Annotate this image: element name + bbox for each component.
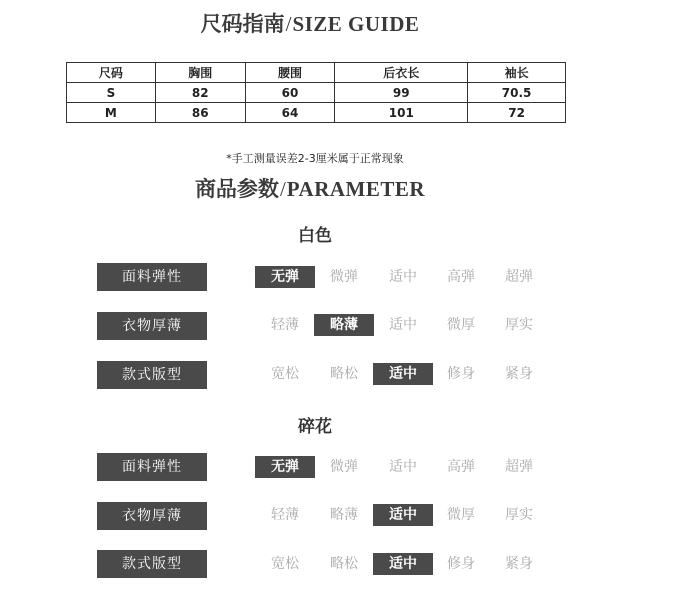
cell-back-length: 99 (335, 83, 468, 103)
option-item[interactable]: 适中 (389, 269, 417, 285)
option-item[interactable]: 略松 (330, 366, 358, 382)
option-item[interactable]: 适中 (389, 459, 417, 475)
option-item[interactable]: 修身 (447, 366, 475, 382)
size-table-header-row (67, 63, 566, 83)
parameter-title-en: PARAMETER (286, 177, 426, 201)
option-item-selected[interactable]: 无弹 (255, 456, 315, 478)
header-sleeve-length: 袖长 (468, 63, 566, 83)
header-waist: 腰围 (245, 63, 335, 83)
option-item[interactable]: 高弹 (447, 459, 475, 475)
param-label-thickness: 衣物厚薄 (97, 312, 207, 340)
cell-size: S (67, 83, 156, 103)
section-color-title: 碎花 (298, 417, 332, 437)
header-size: 尺码 (67, 63, 156, 83)
option-item[interactable]: 厚实 (505, 317, 533, 333)
cell-chest: 82 (155, 83, 245, 103)
option-item[interactable]: 轻薄 (271, 317, 299, 333)
option-item[interactable]: 略松 (330, 556, 358, 572)
section-color-title: 白色 (298, 226, 332, 246)
option-item[interactable]: 超弹 (505, 459, 533, 475)
cell-sleeve-length: 70.5 (468, 83, 566, 103)
header-chest: 胸围 (155, 63, 245, 83)
param-label-elasticity: 面料弹性 (97, 453, 207, 481)
cell-waist: 60 (245, 83, 335, 103)
size-guide-title-en: SIZE GUIDE (292, 12, 420, 36)
option-item[interactable]: 宽松 (271, 366, 299, 382)
param-label-fit: 款式版型 (97, 361, 207, 389)
measurement-note: *手工测量误差2-3厘米属于正常现象 (226, 152, 404, 165)
option-item[interactable]: 微厚 (447, 507, 475, 523)
cell-size: M (67, 103, 156, 123)
cell-waist: 64 (245, 103, 335, 123)
parameter-title-cn: 商品参数 (194, 177, 279, 201)
cell-back-length: 101 (335, 103, 468, 123)
option-item[interactable]: 高弹 (447, 269, 475, 285)
param-label-elasticity: 面料弹性 (97, 263, 207, 291)
option-item-selected[interactable]: 略薄 (314, 314, 374, 336)
option-item[interactable]: 超弹 (505, 269, 533, 285)
option-item-selected[interactable]: 适中 (373, 504, 433, 526)
option-item[interactable]: 紧身 (505, 366, 533, 382)
parameter-heading (0, 173, 620, 203)
parameter-separator: / (279, 177, 286, 201)
option-item[interactable]: 微弹 (330, 269, 358, 285)
size-guide-separator: / (285, 12, 292, 36)
option-item[interactable]: 厚实 (505, 507, 533, 523)
size-guide-title-cn: 尺码指南 (200, 12, 285, 36)
option-item[interactable]: 宽松 (271, 556, 299, 572)
option-item[interactable]: 适中 (389, 317, 417, 333)
option-item-selected[interactable]: 适中 (373, 553, 433, 575)
param-label-thickness: 衣物厚薄 (97, 502, 207, 530)
option-item[interactable]: 微厚 (447, 317, 475, 333)
option-item[interactable]: 微弹 (330, 459, 358, 475)
option-item[interactable]: 紧身 (505, 556, 533, 572)
option-item-selected[interactable]: 适中 (373, 363, 433, 385)
cell-chest: 86 (155, 103, 245, 123)
table-row (67, 83, 566, 103)
option-item-selected[interactable]: 无弹 (255, 266, 315, 288)
table-row (67, 103, 566, 123)
size-table (66, 62, 566, 123)
param-label-fit: 款式版型 (97, 550, 207, 578)
cell-sleeve-length: 72 (468, 103, 566, 123)
option-item[interactable]: 略薄 (330, 507, 358, 523)
option-item[interactable]: 修身 (447, 556, 475, 572)
size-guide-heading (0, 8, 620, 38)
header-back-length: 后衣长 (335, 63, 468, 83)
option-item[interactable]: 轻薄 (271, 507, 299, 523)
